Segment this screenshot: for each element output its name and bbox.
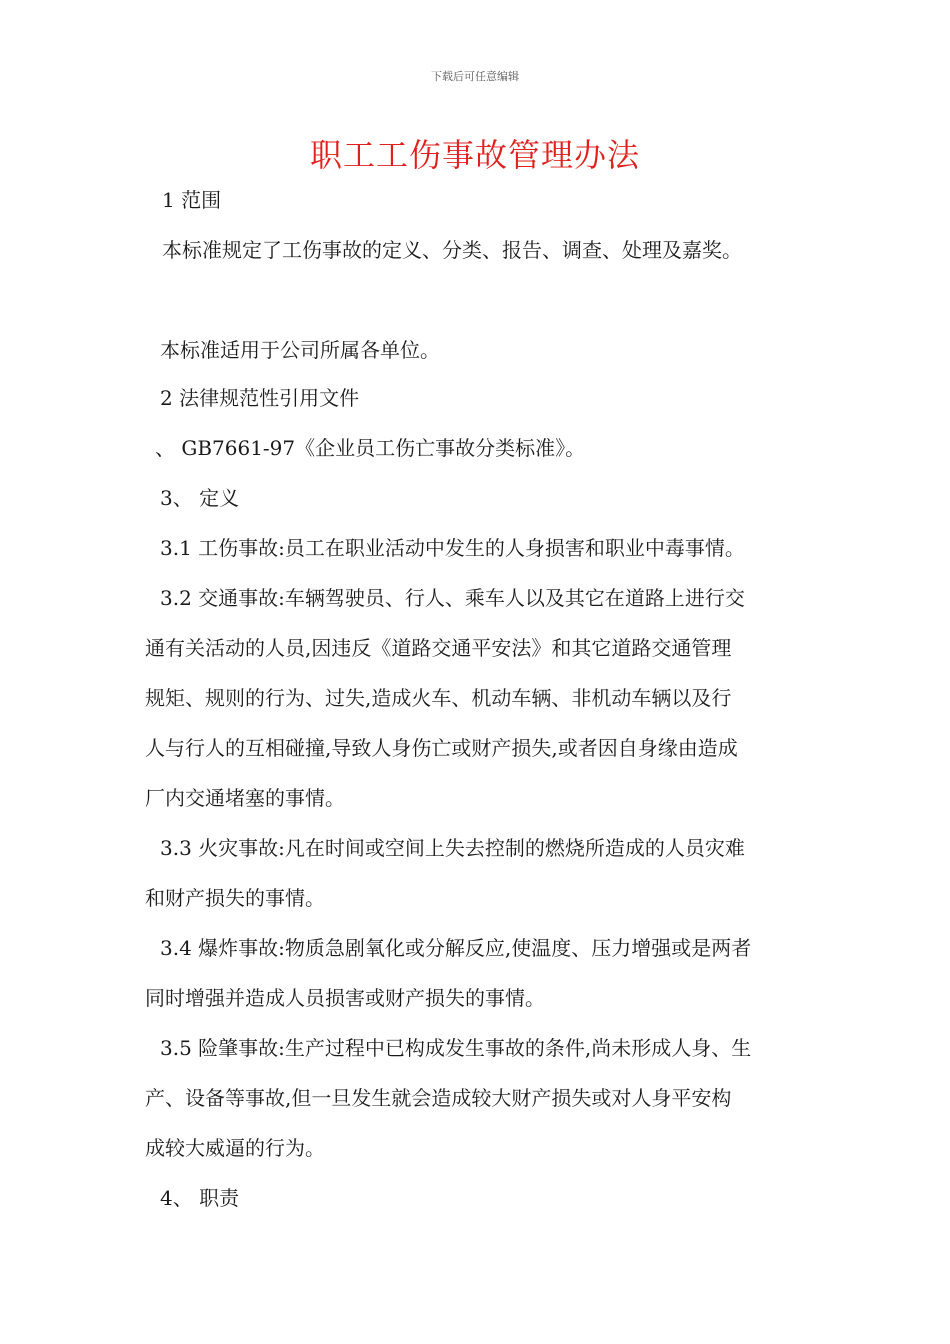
document-title: 职工工伤事故管理办法 bbox=[309, 136, 640, 174]
definition-3-4-line-1: 3.4 爆炸事故:物质急剧氧化或分解反应,使温度、压力增强或是两者 bbox=[160, 936, 752, 960]
definition-3-2-line-3: 规矩、规则的行为、过失,造成火车、机动车辆、非机动车辆以及行 bbox=[145, 686, 732, 710]
section-3-heading: 3、 定义 bbox=[160, 486, 240, 510]
paragraph-scope: 本标准规定了工伤事故的定义、分类、报告、调查、处理及嘉奖。 bbox=[162, 238, 742, 262]
definition-3-1: 3.1 工伤事故:员工在职业活动中发生的人身损害和职业中毒事情。 bbox=[160, 536, 745, 560]
definition-3-5-line-1: 3.5 险肇事故:生产过程中已构成发生事故的条件,尚未形成人身、生 bbox=[160, 1036, 752, 1060]
definition-3-5-line-3: 成较大威逼的行为。 bbox=[145, 1136, 325, 1160]
definition-3-2-line-2: 通有关活动的人员,因违反《道路交通平安法》和其它道路交通管理 bbox=[145, 636, 732, 660]
section-2-heading: 2 法律规范性引用文件 bbox=[160, 386, 360, 410]
paragraph-applicability: 本标准适用于公司所属各单位。 bbox=[160, 338, 440, 362]
reference-item: 、 GB7661-97《企业员工伤亡事故分类标准》。 bbox=[155, 436, 586, 460]
definition-3-3-line-1: 3.3 火灾事故:凡在时间或空间上失去控制的燃烧所造成的人员灾难 bbox=[160, 836, 745, 860]
definition-3-5-line-2: 产、设备等事故,但一旦发生就会造成较大财产损失或对人身平安构 bbox=[145, 1086, 732, 1110]
definition-3-2-line-1: 3.2 交通事故:车辆驾驶员、行人、乘车人以及其它在道路上进行交 bbox=[160, 586, 745, 610]
definition-3-3-line-2: 和财产损失的事情。 bbox=[145, 886, 325, 910]
definition-3-2-line-5: 厂内交通堵塞的事情。 bbox=[145, 786, 345, 810]
page-header: 下载后可任意编辑 bbox=[431, 70, 519, 83]
section-1-heading: 1 范围 bbox=[162, 188, 222, 212]
definition-3-2-line-4: 人与行人的互相碰撞,导致人身伤亡或财产损失,或者因自身缘由造成 bbox=[145, 736, 738, 760]
section-4-heading: 4、 职责 bbox=[160, 1186, 240, 1210]
definition-3-4-line-2: 同时增强并造成人员损害或财产损失的事情。 bbox=[145, 986, 545, 1010]
